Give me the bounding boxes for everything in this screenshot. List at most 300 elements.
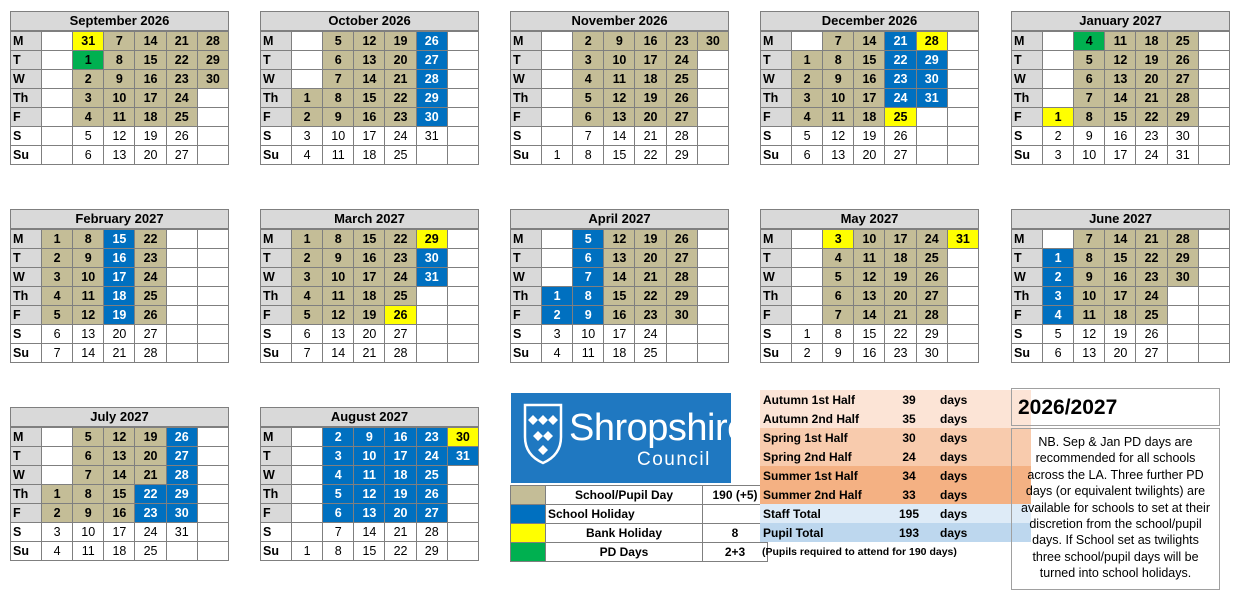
- date-cell: 17: [604, 325, 635, 344]
- day-label: T: [1012, 249, 1043, 268]
- summary-unit: days: [940, 449, 968, 464]
- day-label: Th: [1012, 89, 1043, 108]
- date-cell: [197, 268, 228, 287]
- date-cell: 3: [292, 127, 323, 146]
- date-cell: 1: [73, 51, 104, 70]
- day-label: Th: [511, 89, 542, 108]
- date-cell: [1043, 51, 1074, 70]
- month-grid: [10, 31, 229, 165]
- date-cell: 31: [447, 447, 478, 466]
- month-grid: [10, 427, 229, 561]
- date-cell: 13: [854, 287, 885, 306]
- date-cell: 27: [416, 504, 447, 523]
- month-title: August 2027: [260, 407, 479, 427]
- legend-swatch: [511, 505, 546, 524]
- summary-term: Spring 1st Half: [763, 430, 848, 445]
- date-cell: 8: [323, 542, 354, 561]
- day-label: S: [11, 127, 42, 146]
- date-cell: 7: [823, 32, 854, 51]
- date-cell: 24: [885, 89, 916, 108]
- date-cell: 27: [166, 447, 197, 466]
- date-cell: 13: [823, 146, 854, 165]
- date-cell: 21: [885, 32, 916, 51]
- day-label: Th: [761, 89, 792, 108]
- date-cell: [416, 146, 447, 165]
- date-cell: [292, 447, 323, 466]
- date-cell: 21: [354, 344, 385, 363]
- date-cell: 14: [354, 523, 385, 542]
- date-cell: 17: [635, 51, 666, 70]
- legend-swatch: [511, 543, 546, 562]
- date-cell: 24: [1136, 287, 1167, 306]
- day-label: Th: [761, 287, 792, 306]
- date-cell: 24: [1136, 146, 1167, 165]
- date-cell: 15: [604, 287, 635, 306]
- date-cell: 15: [1105, 249, 1136, 268]
- date-cell: [42, 466, 73, 485]
- date-cell: [292, 504, 323, 523]
- date-cell: 22: [635, 287, 666, 306]
- date-cell: 29: [1167, 249, 1198, 268]
- date-cell: 7: [73, 466, 104, 485]
- date-cell: 6: [292, 325, 323, 344]
- date-cell: 2: [292, 108, 323, 127]
- day-label: F: [761, 306, 792, 325]
- day-label: S: [11, 523, 42, 542]
- date-cell: 26: [385, 306, 416, 325]
- date-cell: [42, 428, 73, 447]
- date-cell: 20: [1136, 70, 1167, 89]
- date-cell: [1198, 325, 1229, 344]
- month-calendar: [260, 11, 479, 165]
- day-label: T: [511, 249, 542, 268]
- date-cell: 22: [385, 89, 416, 108]
- date-cell: 24: [416, 447, 447, 466]
- date-cell: [792, 230, 823, 249]
- date-cell: [697, 268, 728, 287]
- day-label: Su: [261, 344, 292, 363]
- day-label: W: [11, 70, 42, 89]
- date-cell: 29: [666, 146, 697, 165]
- date-cell: [447, 230, 478, 249]
- date-cell: 24: [666, 51, 697, 70]
- date-cell: 26: [416, 32, 447, 51]
- date-cell: [542, 32, 573, 51]
- date-cell: 8: [73, 485, 104, 504]
- date-cell: 29: [916, 51, 947, 70]
- month-grid: [760, 229, 979, 363]
- date-cell: [197, 249, 228, 268]
- date-cell: 29: [666, 287, 697, 306]
- day-label: W: [261, 466, 292, 485]
- date-cell: [1198, 32, 1229, 51]
- date-cell: 1: [292, 230, 323, 249]
- date-cell: 18: [135, 108, 166, 127]
- date-cell: [697, 51, 728, 70]
- academic-year-label: 2026/2027: [1011, 388, 1220, 426]
- date-cell: 31: [947, 230, 978, 249]
- date-cell: 16: [104, 504, 135, 523]
- date-cell: 28: [385, 344, 416, 363]
- day-label: W: [261, 268, 292, 287]
- day-label: W: [1012, 268, 1043, 287]
- date-cell: 29: [197, 51, 228, 70]
- date-cell: 28: [416, 523, 447, 542]
- date-cell: 21: [635, 268, 666, 287]
- date-cell: 9: [73, 249, 104, 268]
- date-cell: 29: [166, 485, 197, 504]
- date-cell: 24: [916, 230, 947, 249]
- date-cell: 26: [135, 306, 166, 325]
- day-label: T: [261, 51, 292, 70]
- date-cell: 8: [323, 230, 354, 249]
- date-cell: 5: [573, 230, 604, 249]
- date-cell: [416, 306, 447, 325]
- month-calendar: [760, 11, 979, 165]
- date-cell: [447, 325, 478, 344]
- date-cell: 27: [1167, 70, 1198, 89]
- day-label: T: [511, 51, 542, 70]
- summary-term: Pupil Total: [763, 525, 824, 540]
- date-cell: 1: [292, 542, 323, 561]
- date-cell: [42, 146, 73, 165]
- date-cell: [197, 504, 228, 523]
- date-cell: 3: [542, 325, 573, 344]
- date-cell: 19: [885, 268, 916, 287]
- date-cell: 11: [573, 344, 604, 363]
- date-cell: [197, 485, 228, 504]
- date-cell: [1198, 287, 1229, 306]
- date-cell: 19: [104, 306, 135, 325]
- date-cell: 16: [104, 249, 135, 268]
- date-cell: 4: [573, 70, 604, 89]
- date-cell: [1198, 268, 1229, 287]
- date-cell: [166, 230, 197, 249]
- date-cell: 7: [823, 306, 854, 325]
- date-cell: 23: [166, 70, 197, 89]
- date-cell: 8: [573, 146, 604, 165]
- date-cell: 17: [385, 447, 416, 466]
- date-cell: 2: [42, 249, 73, 268]
- date-cell: 12: [354, 485, 385, 504]
- date-cell: 25: [166, 108, 197, 127]
- day-label: M: [761, 32, 792, 51]
- date-cell: [166, 287, 197, 306]
- date-cell: [292, 466, 323, 485]
- date-cell: 6: [323, 504, 354, 523]
- day-label: T: [11, 447, 42, 466]
- summary-unit: days: [940, 392, 968, 407]
- date-cell: 28: [1167, 230, 1198, 249]
- date-cell: 8: [573, 287, 604, 306]
- day-label: Su: [261, 542, 292, 561]
- date-cell: 16: [354, 249, 385, 268]
- date-cell: 15: [104, 230, 135, 249]
- date-cell: 21: [166, 32, 197, 51]
- date-cell: 7: [104, 32, 135, 51]
- month-title: November 2026: [510, 11, 729, 31]
- date-cell: [166, 306, 197, 325]
- date-cell: 1: [792, 325, 823, 344]
- date-cell: 25: [666, 70, 697, 89]
- date-cell: 17: [354, 268, 385, 287]
- date-cell: 8: [823, 325, 854, 344]
- date-cell: 13: [604, 108, 635, 127]
- date-cell: 20: [104, 325, 135, 344]
- date-cell: 7: [573, 268, 604, 287]
- date-cell: [947, 127, 978, 146]
- date-cell: 16: [354, 108, 385, 127]
- date-cell: 3: [292, 268, 323, 287]
- date-cell: 26: [166, 428, 197, 447]
- date-cell: [292, 428, 323, 447]
- date-cell: [292, 70, 323, 89]
- month-grid: [1011, 229, 1230, 363]
- day-label: S: [761, 325, 792, 344]
- date-cell: [542, 108, 573, 127]
- date-cell: 17: [1105, 146, 1136, 165]
- date-cell: 21: [385, 70, 416, 89]
- day-label: F: [261, 306, 292, 325]
- date-cell: 28: [916, 32, 947, 51]
- date-cell: [447, 268, 478, 287]
- day-label: F: [11, 306, 42, 325]
- date-cell: [697, 70, 728, 89]
- date-cell: [447, 287, 478, 306]
- date-cell: 18: [354, 287, 385, 306]
- date-cell: [42, 447, 73, 466]
- date-cell: 10: [323, 127, 354, 146]
- day-label: F: [761, 108, 792, 127]
- date-cell: 22: [385, 230, 416, 249]
- summary-term: Staff Total: [763, 506, 821, 521]
- date-cell: [947, 268, 978, 287]
- date-cell: 18: [1105, 306, 1136, 325]
- date-cell: 3: [792, 89, 823, 108]
- date-cell: 24: [385, 268, 416, 287]
- date-cell: [416, 287, 447, 306]
- day-label: M: [11, 32, 42, 51]
- date-cell: 13: [354, 51, 385, 70]
- date-cell: [697, 230, 728, 249]
- day-label: Th: [11, 89, 42, 108]
- date-cell: 17: [104, 268, 135, 287]
- date-cell: 28: [166, 466, 197, 485]
- date-cell: [792, 306, 823, 325]
- date-cell: 11: [823, 108, 854, 127]
- date-cell: 5: [792, 127, 823, 146]
- date-cell: [166, 542, 197, 561]
- legend-value: [703, 505, 768, 524]
- date-cell: 12: [854, 268, 885, 287]
- date-cell: [42, 89, 73, 108]
- month-calendar: [10, 209, 229, 363]
- day-label: S: [511, 325, 542, 344]
- date-cell: 18: [1136, 32, 1167, 51]
- date-cell: [447, 485, 478, 504]
- date-cell: 2: [292, 249, 323, 268]
- date-cell: [197, 344, 228, 363]
- date-cell: 15: [1105, 108, 1136, 127]
- date-cell: 13: [323, 325, 354, 344]
- date-cell: 30: [416, 108, 447, 127]
- date-cell: 1: [542, 146, 573, 165]
- date-cell: 3: [73, 89, 104, 108]
- date-cell: 3: [823, 230, 854, 249]
- summary-term: Summer 2nd Half: [763, 487, 862, 502]
- summary-unit: days: [940, 487, 968, 502]
- date-cell: 9: [823, 344, 854, 363]
- date-cell: [947, 51, 978, 70]
- summary-unit: days: [940, 468, 968, 483]
- date-cell: 15: [354, 230, 385, 249]
- date-cell: [792, 249, 823, 268]
- date-cell: [197, 428, 228, 447]
- date-cell: 10: [1074, 287, 1105, 306]
- day-label: F: [11, 504, 42, 523]
- day-label: T: [761, 249, 792, 268]
- summary-unit: days: [940, 411, 968, 426]
- date-cell: [697, 89, 728, 108]
- date-cell: 11: [104, 108, 135, 127]
- date-cell: 22: [385, 542, 416, 561]
- day-label: S: [261, 523, 292, 542]
- date-cell: 2: [73, 70, 104, 89]
- date-cell: 26: [885, 127, 916, 146]
- day-label: Su: [11, 344, 42, 363]
- date-cell: [197, 230, 228, 249]
- date-cell: 7: [42, 344, 73, 363]
- date-cell: 31: [416, 268, 447, 287]
- summary-days: 33: [902, 487, 916, 502]
- legend-label: PD Days: [546, 543, 703, 562]
- date-cell: 28: [1167, 89, 1198, 108]
- date-cell: 14: [104, 466, 135, 485]
- date-cell: 30: [916, 344, 947, 363]
- date-cell: 24: [135, 523, 166, 542]
- date-cell: 25: [1136, 306, 1167, 325]
- date-cell: [197, 146, 228, 165]
- date-cell: 15: [354, 89, 385, 108]
- date-cell: [292, 32, 323, 51]
- date-cell: 9: [823, 70, 854, 89]
- date-cell: [1198, 108, 1229, 127]
- summary-row: [760, 447, 1031, 466]
- summary-days: 39: [902, 392, 916, 407]
- date-cell: 12: [323, 306, 354, 325]
- date-cell: [447, 70, 478, 89]
- date-cell: [542, 89, 573, 108]
- date-cell: [1167, 287, 1198, 306]
- month-calendar: [760, 209, 979, 363]
- date-cell: [947, 325, 978, 344]
- date-cell: [947, 344, 978, 363]
- day-label: Su: [11, 146, 42, 165]
- date-cell: 17: [135, 89, 166, 108]
- date-cell: 4: [42, 542, 73, 561]
- date-cell: [697, 108, 728, 127]
- date-cell: [197, 287, 228, 306]
- date-cell: 6: [823, 287, 854, 306]
- date-cell: 11: [854, 249, 885, 268]
- date-cell: 10: [1074, 146, 1105, 165]
- month-title: December 2026: [760, 11, 979, 31]
- date-cell: [1043, 32, 1074, 51]
- day-label: W: [11, 268, 42, 287]
- date-cell: 7: [292, 344, 323, 363]
- month-grid: [260, 427, 479, 561]
- date-cell: 5: [42, 306, 73, 325]
- date-cell: 12: [823, 127, 854, 146]
- date-cell: 12: [73, 306, 104, 325]
- summary-days: 193: [898, 525, 920, 540]
- date-cell: 16: [604, 306, 635, 325]
- date-cell: 30: [416, 249, 447, 268]
- date-cell: 7: [323, 70, 354, 89]
- date-cell: 11: [1074, 306, 1105, 325]
- summary-days: 30: [902, 430, 916, 445]
- day-label: T: [761, 51, 792, 70]
- day-label: M: [261, 230, 292, 249]
- date-cell: 21: [385, 523, 416, 542]
- date-cell: 9: [104, 70, 135, 89]
- date-cell: 31: [916, 89, 947, 108]
- month-title: March 2027: [260, 209, 479, 229]
- date-cell: 30: [447, 428, 478, 447]
- date-cell: 5: [1074, 51, 1105, 70]
- date-cell: 2: [792, 70, 823, 89]
- date-cell: 1: [292, 89, 323, 108]
- term-summary-table: [760, 390, 1031, 542]
- date-cell: 17: [104, 523, 135, 542]
- date-cell: 26: [666, 230, 697, 249]
- day-label: S: [1012, 127, 1043, 146]
- date-cell: 22: [135, 230, 166, 249]
- date-cell: [1043, 70, 1074, 89]
- date-cell: 12: [354, 32, 385, 51]
- date-cell: 27: [385, 325, 416, 344]
- date-cell: 23: [135, 249, 166, 268]
- date-cell: 19: [385, 32, 416, 51]
- date-cell: 31: [73, 32, 104, 51]
- date-cell: [697, 306, 728, 325]
- date-cell: 26: [166, 127, 197, 146]
- date-cell: 29: [416, 89, 447, 108]
- date-cell: [792, 32, 823, 51]
- summary-row: [760, 409, 1031, 428]
- summary-row: [760, 504, 1031, 523]
- date-cell: 21: [1136, 230, 1167, 249]
- summary-row: [760, 523, 1031, 542]
- date-cell: 25: [916, 249, 947, 268]
- date-cell: 7: [1074, 230, 1105, 249]
- month-calendar: [510, 11, 729, 165]
- date-cell: [1198, 127, 1229, 146]
- summary-days: 34: [902, 468, 916, 483]
- date-cell: 8: [73, 230, 104, 249]
- month-grid: [260, 31, 479, 165]
- date-cell: 25: [635, 344, 666, 363]
- date-cell: [1198, 89, 1229, 108]
- date-cell: 4: [292, 287, 323, 306]
- summary-term: Spring 2nd Half: [763, 449, 852, 464]
- month-calendar: [10, 407, 229, 561]
- month-grid: [260, 229, 479, 363]
- date-cell: 22: [1136, 108, 1167, 127]
- date-cell: 6: [1074, 70, 1105, 89]
- date-cell: 2: [1043, 127, 1074, 146]
- date-cell: [197, 542, 228, 561]
